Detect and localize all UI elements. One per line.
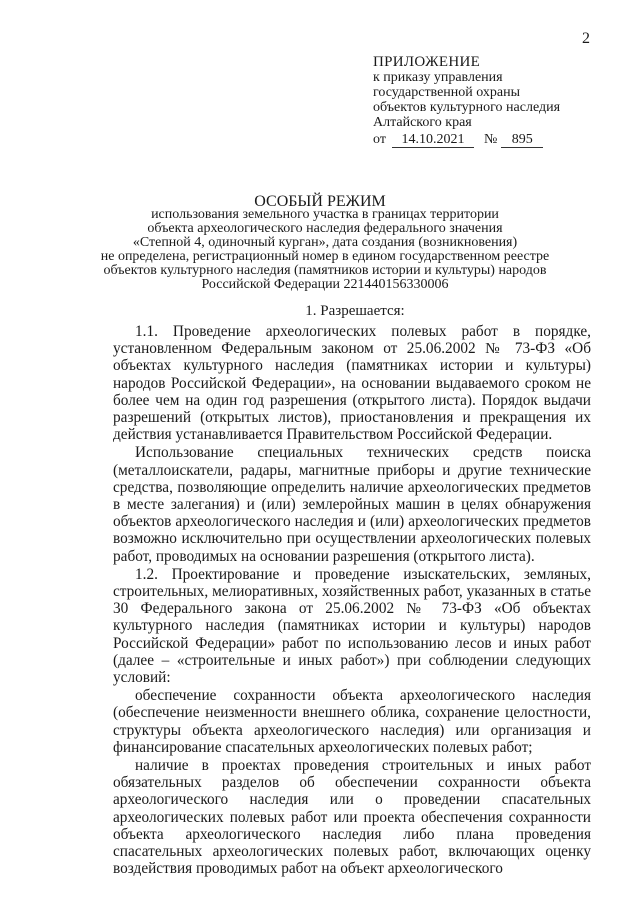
subtitle-line: Российской Федерации 221440156330006 — [201, 277, 449, 292]
number-sign: № — [483, 132, 498, 147]
appendix-line: к приказу управления — [373, 70, 503, 85]
appendix-line: государственной охраны — [373, 85, 521, 100]
subtitle-line: не определена, регистрационный номер в едином государственном реестре — [100, 249, 550, 264]
subtitle-line: «Степной 4, одиночный курган», дата создания (возникновения) — [132, 235, 518, 250]
date-prefix: от — [373, 132, 386, 147]
subtitle-line: использования земельного участка в границах территории — [151, 207, 499, 222]
paragraph: обеспечение сохранности объекта археологического наследия (обеспечение неизменности внешнего облика, сохранение целостности, структуры объекта археологического наследия) или организация и финансирование спасательных археологических полевых работ; — [113, 687, 591, 756]
document-title: ОСОБЫЙ РЕЖИМ — [254, 193, 386, 210]
subtitle-line: объекта археологического наследия федерального значения — [147, 221, 503, 236]
appendix-line: Алтайского края — [373, 115, 472, 130]
paragraph: 1.2. Проектирование и проведение изыскательских, земляных, строительных, мелиоративных, хозяйственных работ, указанных в статье 30 Федерального закона от 25.06.2002 № 73-ФЗ «Об объектах культурного наследия (памятниках истории и культуры) народов Российской Федерации» работ по использованию лесов и иных работ (далее – «строительные и иных работ») при соблюдении следующих условий: — [113, 565, 591, 687]
order-number: 895 — [501, 133, 543, 148]
paragraph: Использование специальных технических средств поиска (металлоискатели, радары, магнитные приборы и другие технические средства, позволяющие определить наличие археологических предметов в месте залегания) и (или) землеройных машин в целях обнаружения объектов археологического наследия и (или) археологических предметов возможно исключительно при осуществлении археологических полевых работ, проводимых на основании разрешения (открытого листа). — [113, 444, 591, 565]
body-text — [113, 323, 591, 878]
appendix-block — [373, 55, 560, 148]
subtitle-line: объектов культурного наследия (памятников истории и культуры) народов — [103, 263, 547, 278]
paragraph: 1.1. Проведение археологических полевых работ в порядке, установленном Федеральным законом от 25.06.2002 № 73-ФЗ «Об объектах культурного наследия (памятниках истории и культуры) народов Российской Федерации», на основании выдаваемого сроком не более чем на один год разрешения (открытого листа). Порядок выдачи разрешений (открытых листов), приостановления и прекращения их действия устанавливается Правительством Российской Федерации. — [113, 323, 591, 444]
document-subtitle — [95, 208, 555, 292]
appendix-title: ПРИЛОЖЕНИЕ — [373, 54, 481, 70]
section-heading: 1. Разрешается: — [305, 303, 405, 319]
appendix-line: объектов культурного наследия — [373, 100, 561, 115]
page-number: 2 — [582, 30, 590, 47]
order-line — [373, 132, 560, 148]
paragraph: наличие в проектах проведения строительных и иных работ обязательных разделов об обеспечении сохранности объекта археологического наследия или о проведении спасательных археологических полевых работ или проекта обеспечения сохранности объекта археологического наследия либо плана проведения спасательных археологических полевых работ, включающих оценку воздействия проводимых работ на объект археологического — [113, 757, 591, 878]
order-date: 14.10.2021 — [392, 133, 474, 148]
